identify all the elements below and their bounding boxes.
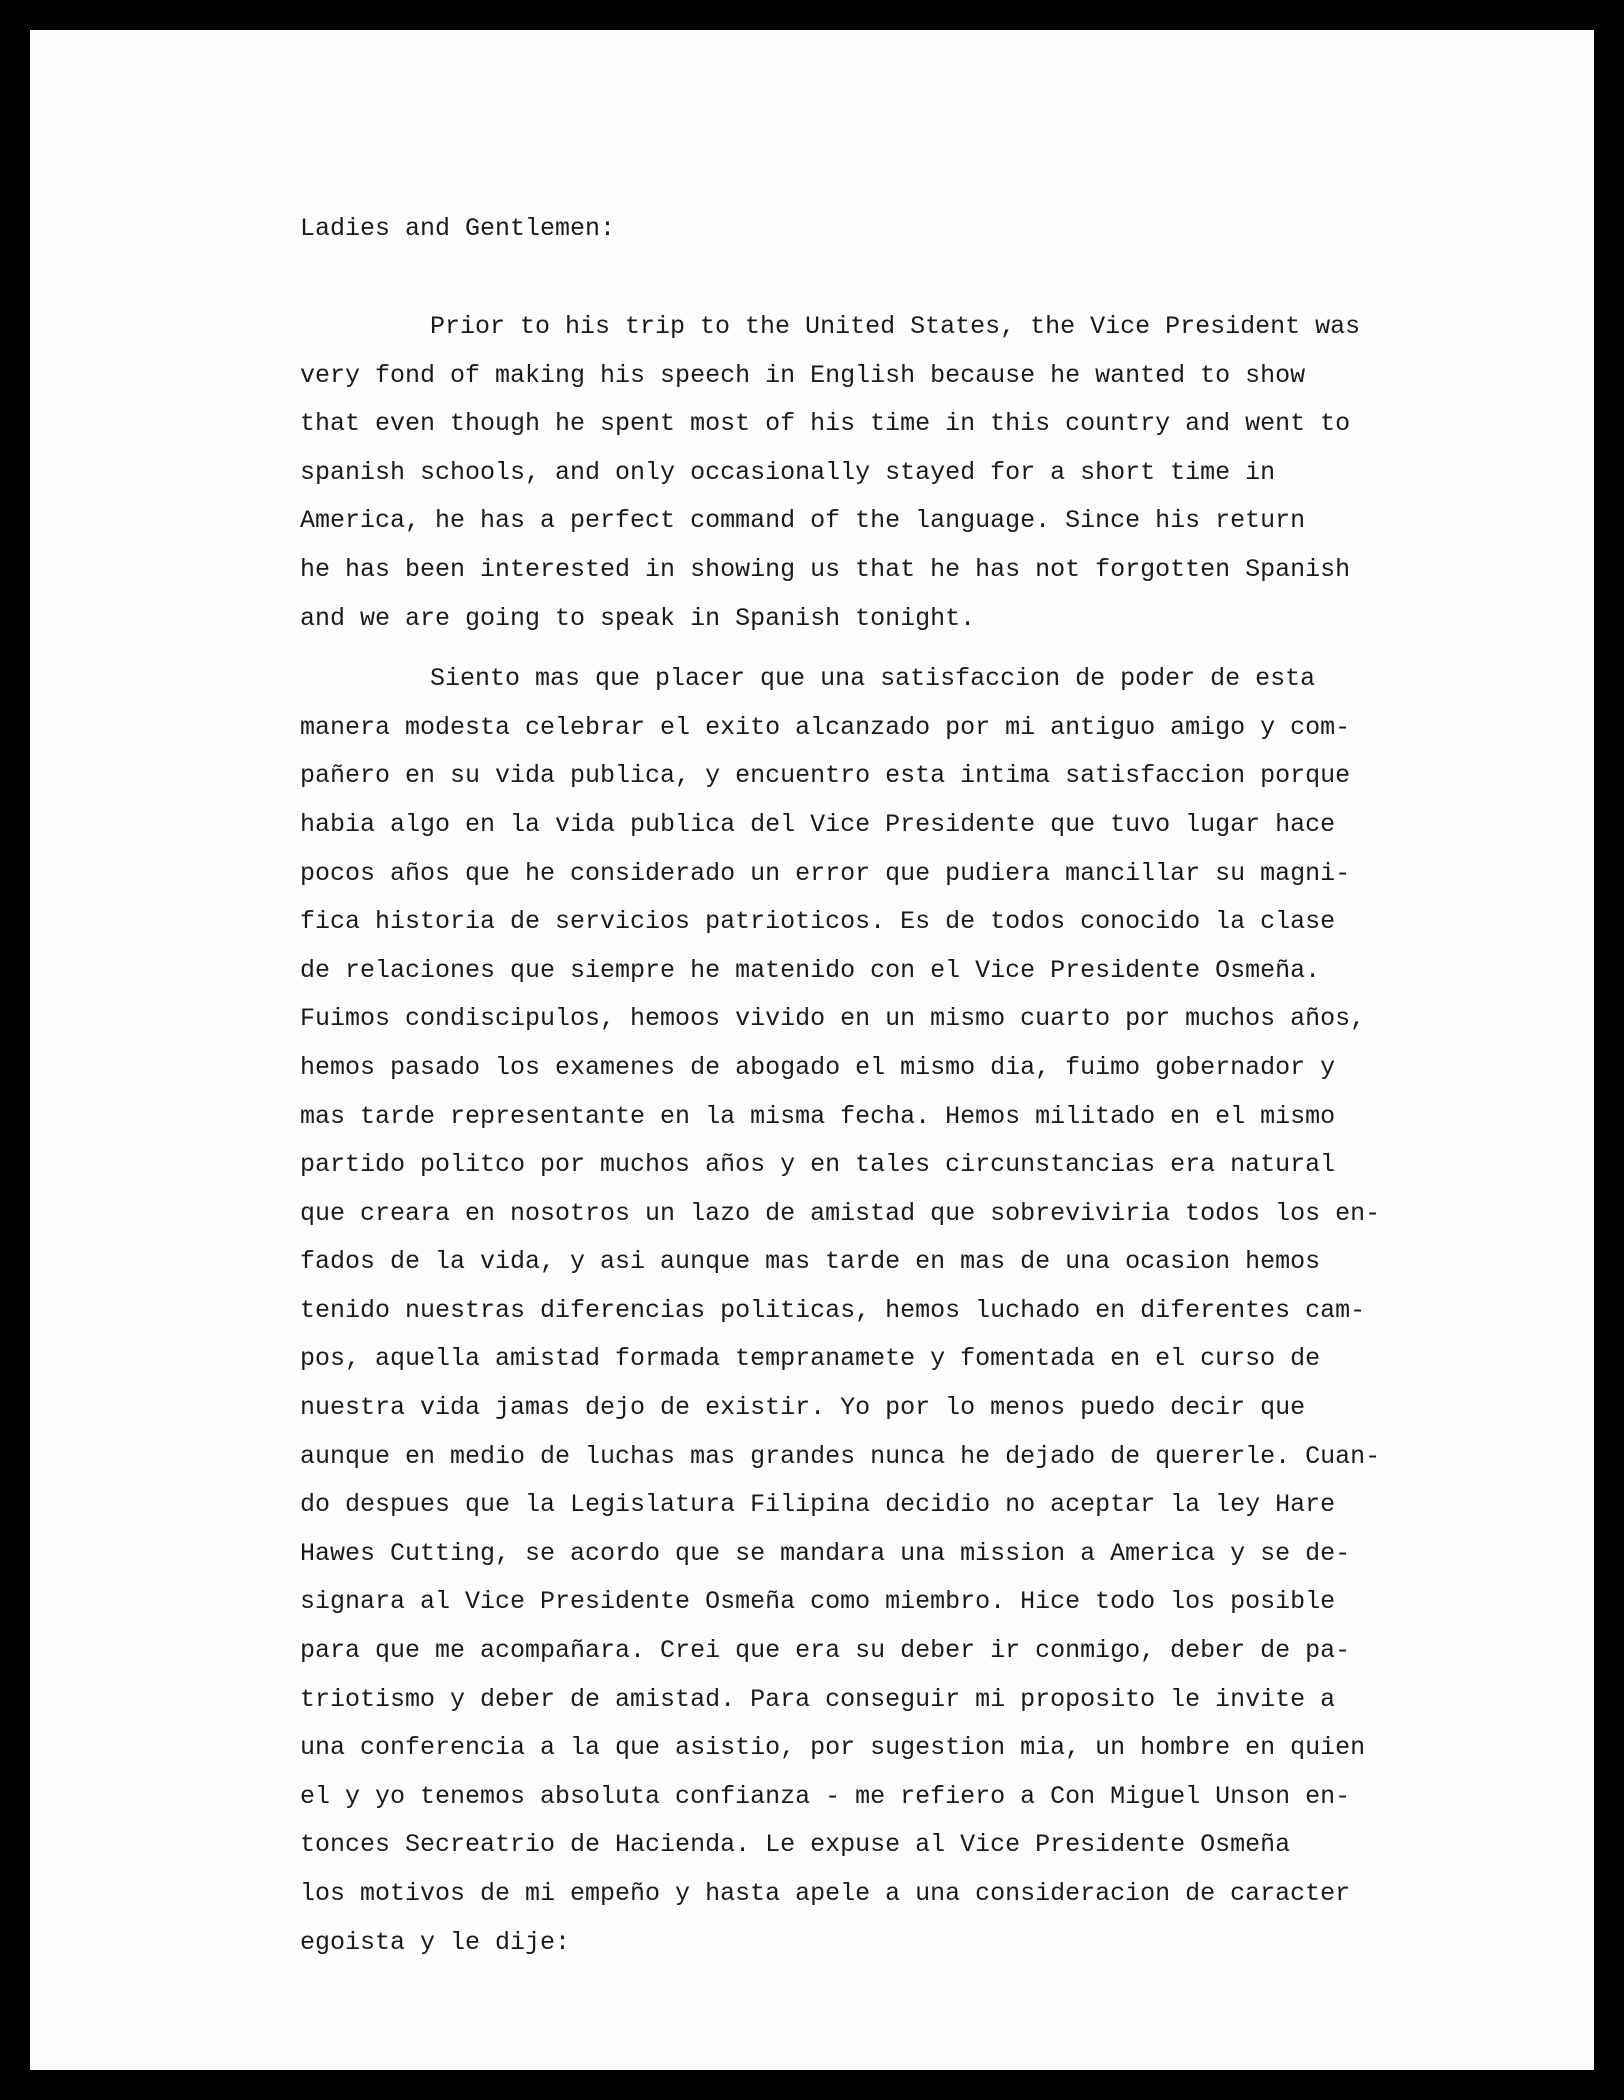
text-line: los motivos de mi empeño y hasta apele a una consideracion de caracter xyxy=(300,1879,1351,1908)
text-line: tonces Secreatrio de Hacienda. Le expuse al Vice Presidente Osmeña xyxy=(300,1830,1291,1860)
text-line: partido politco por muchos años y en tales circunstancias era natural xyxy=(300,1150,1336,1180)
text-line: that even though he spent most of his time in this country and went to xyxy=(300,409,1351,439)
text-line: Siento mas que placer que una satisfaccion de poder de esta xyxy=(430,664,1316,694)
text-line: very fond of making his speech in English because he wanted to show xyxy=(300,360,1306,390)
text-line: America, he has a perfect command of the language. Since his return xyxy=(300,506,1306,536)
text-line: Fuimos condiscipulos, hemoos vivido en un mismo cuarto por muchos años, xyxy=(300,1004,1366,1034)
paragraph-english-intro xyxy=(300,303,1470,643)
text-line: fica historia de servicios patrioticos. Es de todos conocido la clase xyxy=(300,907,1336,937)
text-line: he has been interested in showing us that he has not forgotten Spanish xyxy=(300,554,1351,584)
text-line: habia algo en la vida publica del Vice Presidente que tuvo lugar hace xyxy=(300,809,1336,839)
text-line: que creara en nosotros un lazo de amistad que sobreviviria todos los en- xyxy=(300,1198,1381,1228)
text-line: and we are going to speak in Spanish tonight. xyxy=(300,603,976,633)
text-line: manera modesta celebrar el exito alcanzado por mi antiguo amigo y com- xyxy=(300,712,1351,742)
text-line: signara al Vice Presidente Osmeña como miembro. Hice todo los posible xyxy=(300,1587,1336,1617)
typewritten-page xyxy=(30,30,1594,2070)
text-line: fados de la vida, y asi aunque mas tarde en mas de una ocasion hemos xyxy=(300,1247,1321,1277)
text-line: Hawes Cutting, se acordo que se mandara una mission a America y se de- xyxy=(300,1538,1351,1568)
text-line: pañero en su vida publica, y encuentro esta intima satisfaccion porque xyxy=(300,761,1351,791)
text-line: una conferencia a la que asistio, por sugestion mia, un hombre en quien xyxy=(300,1733,1366,1763)
text-line: para que me acompañara. Crei que era su deber ir conmigo, deber de pa- xyxy=(300,1636,1351,1666)
text-line: pocos años que he considerado un error que pudiera mancillar su magni- xyxy=(300,858,1351,888)
text-line: mas tarde representante en la misma fecha. Hemos militado en el mismo xyxy=(300,1101,1336,1131)
paragraph-spacer xyxy=(300,643,1470,655)
text-line: pos, aquella amistad formada tempranamete y fomentada en el curso de xyxy=(300,1344,1321,1374)
text-line: hemos pasado los examenes de abogado el mismo dia, fuimo gobernador y xyxy=(300,1052,1336,1082)
paragraph-spanish-speech xyxy=(300,655,1470,1967)
text-line: Prior to his trip to the United States, the Vice President was xyxy=(430,312,1361,341)
text-line: do despues que la Legislatura Filipina decidio no aceptar la ley Hare xyxy=(300,1490,1336,1520)
text-line: spanish schools, and only occasionally stayed for a short time in xyxy=(300,457,1276,487)
text-line: tenido nuestras diferencias politicas, hemos luchado en diferentes cam- xyxy=(300,1295,1366,1325)
text-line: de relaciones que siempre he matenido con el Vice Presidente Osmeña. xyxy=(300,955,1321,985)
text-line: nuestra vida jamas dejo de existir. Yo por lo menos puedo decir que xyxy=(300,1393,1306,1423)
text-line: aunque en medio de luchas mas grandes nunca he dejado de quererle. Cuan- xyxy=(300,1441,1381,1471)
salutation: Ladies and Gentlemen: xyxy=(300,214,616,243)
text-line: egoista y le dije: xyxy=(300,1927,571,1957)
text-line: el y yo tenemos absoluta confianza - me refiero a Con Miguel Unson en- xyxy=(300,1781,1351,1811)
speech-text xyxy=(300,205,1470,1967)
text-line: triotismo y deber de amistad. Para conseguir mi proposito le invite a xyxy=(300,1684,1336,1714)
